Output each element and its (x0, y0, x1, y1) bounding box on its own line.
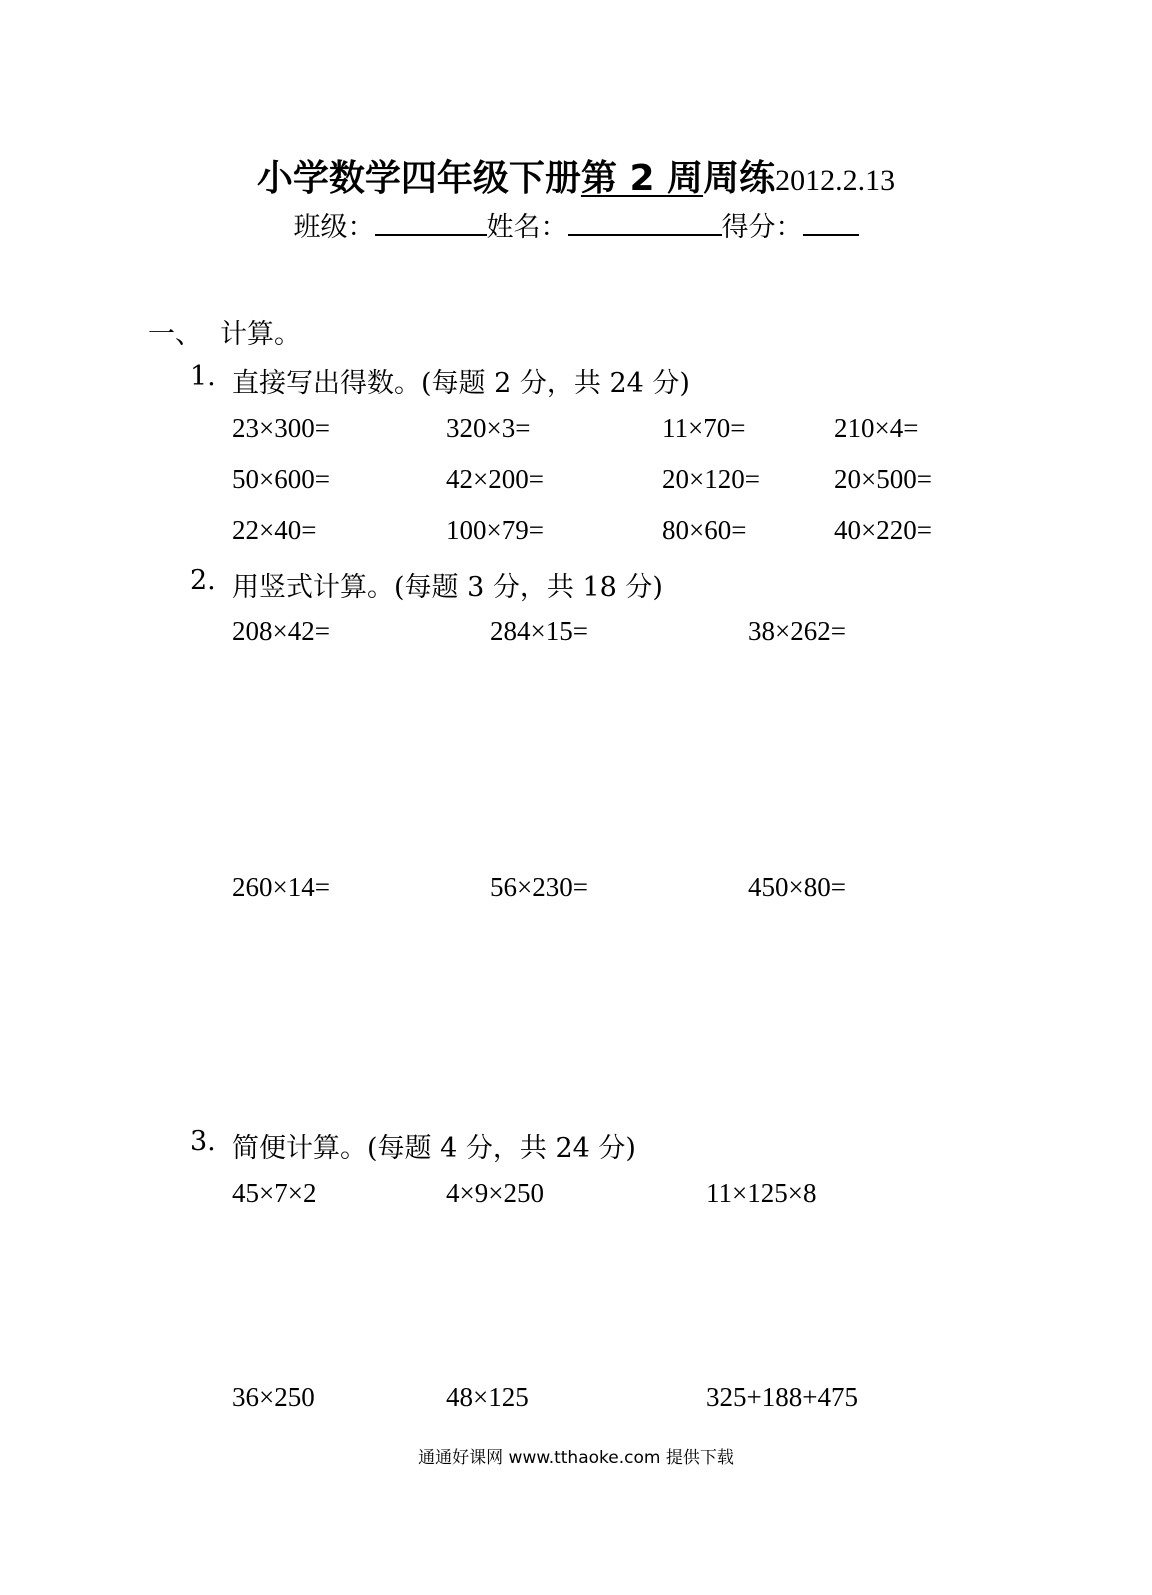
q2-problem: 450×80= (748, 872, 846, 902)
q1-problem: 320×3= (446, 413, 531, 443)
page-title (0, 150, 1152, 201)
q1-instruction: 直接写出得数。(每题 2 分，共 24 分) (232, 368, 690, 399)
title-suffix: 周练 (703, 158, 776, 199)
q2-problem: 284×15= (490, 616, 588, 646)
q1-number: 1. (190, 361, 216, 392)
q3-problem: 11×125×8 (706, 1178, 817, 1208)
q3-problem: 4×9×250 (446, 1178, 544, 1208)
footer-credit: 通通好课网 www.tthaoke.com 提供下载 (418, 1448, 734, 1468)
q2-problem: 260×14= (232, 872, 330, 902)
q1-problem: 20×500= (834, 464, 932, 494)
q3-problem: 45×7×2 (232, 1178, 317, 1208)
q1-problem: 100×79= (446, 515, 544, 545)
class-blank[interactable] (375, 208, 487, 236)
q3-problem: 48×125 (446, 1382, 529, 1412)
q2-instruction: 用竖式计算。(每题 3 分，共 18 分) (232, 572, 663, 603)
score-label: 得分： (721, 212, 803, 243)
title-main: 小学数学四年级下册 (256, 158, 581, 199)
q3-problem: 325+188+475 (706, 1382, 858, 1412)
q1-problem: 40×220= (834, 515, 932, 545)
name-label: 姓名： (486, 212, 568, 243)
q1-problem: 80×60= (662, 515, 747, 545)
q1-problem: 50×600= (232, 464, 330, 494)
q1-problem: 23×300= (232, 413, 330, 443)
q3-instruction: 简便计算。(每题 4 分，共 24 分) (232, 1133, 636, 1164)
q3-problem: 36×250 (232, 1382, 315, 1412)
q1-problem: 42×200= (446, 464, 544, 494)
title-date: 2012.2.13 (775, 164, 896, 197)
q1-problem: 20×120= (662, 464, 760, 494)
class-label: 班级： (293, 212, 375, 243)
q1-problem: 22×40= (232, 515, 317, 545)
title-week: 第 2 周 (580, 158, 704, 199)
q2-problem: 38×262= (748, 616, 846, 646)
q2-number: 2. (190, 565, 216, 596)
name-blank[interactable] (568, 208, 722, 236)
score-blank[interactable] (803, 208, 859, 236)
q3-number: 3. (190, 1126, 216, 1157)
q1-problem: 210×4= (834, 413, 919, 443)
section-number: 一、 (148, 319, 202, 350)
section-title: 计算。 (220, 319, 301, 350)
q2-problem: 208×42= (232, 616, 330, 646)
q1-problem: 11×70= (662, 413, 746, 443)
student-info-line (0, 205, 1152, 244)
q2-problem: 56×230= (490, 872, 588, 902)
